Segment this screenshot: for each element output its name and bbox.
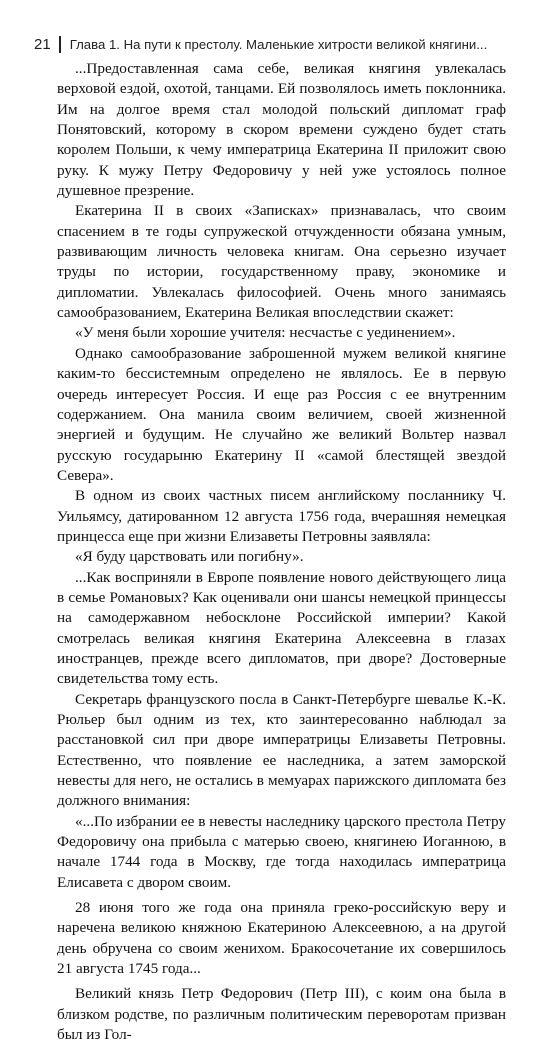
quote-paragraph: «Я буду царствовать или погибну». [75, 548, 304, 566]
header-divider [59, 36, 61, 53]
paragraph: Екатерина II в своих «Записках» признавалась, что своим спасением в те годы супружеской отчужденности обязана умным, развивающим личность человека книгам. Она серьезно изучает труды по истории, государственному праву, экономике и дипломатии. Увлекалась философией. Очень много занимаясь самообразованием, Екатерина Великая впоследствии скажет: [57, 202, 506, 322]
body-text [57, 59, 506, 1046]
page-number: 21 [34, 36, 51, 53]
paragraph: В одном из своих частных писем английскому посланнику Ч. Уильямсу, датированном 12 августа 1756 года, вчерашняя немецкая принцесса еще при жизни Елизаветы Петровны заявляла: [57, 487, 506, 545]
paragraph: Секретарь французского посла в Санкт-Петербурге шевалье К.-К. Рюльер был одним из тех, кто заинтересованно наблюдал за расстановкой сил при дворе императрицы Елизаветы Петровны. Естественно, что появление ее наследника, а затем заморской невесты для него, не остались в мемуарах парижского дипломата без должного внимания: [57, 690, 506, 810]
paragraph: ...Предоставленная сама себе, великая княгиня увлекалась верховой ездой, охотой, танцами. Ей позволялось иметь поклонника. Им на долгое время стал молодой польский дипломат граф Понятовский, которому в скором времени суждено будет стать королем Польши, к чему императрица Екатерина II приложит свою руку. К мужу Петру Федоровичу у ней уже устоялось полное душевное презрение. [57, 60, 506, 200]
running-head [34, 36, 514, 53]
paragraph: Однако самообразование заброшенной мужем великой княгине каким-то бессистемным определено не являлось. Ее в первую очередь интересует Россия. И еще раз Россия с ее внутренним содержанием. Она манила своим величием, своей жизненной энергией и будущим. Не случайно же великий Вольтер назвал русскую государыню Екатерину II «самой блестящей звездой Севера». [57, 344, 506, 484]
paragraph: ...Как восприняли в Европе появление нового действующего лица в семье Романовых? Как оценивали они шансы немецкой принцессы на самодержавном небосклоне Российской империи? Какой смотрелась великая княгиня Екатерина Алексеевна в глазах иностранцев, прежде всего дипломатов, при дворе? Достоверные свидетельства тому есть. [57, 568, 506, 688]
quote-paragraph: «...По избрании ее в невесты наследнику царского престола Петру Федоровичу она прибыла с матерью своею, княгинею Иоганною, в начале 1744 года в Москву, где тогда находилась императрица Елисавета с двором своим. [57, 812, 506, 891]
quote-paragraph: 28 июня того же года она приняла греко-российскую веру и наречена великою княжною Екатериною Алексеевною, а на другой день обручена со своим женихом. Бракосочетание их совершилось 21 августа 1745 года... [57, 899, 506, 978]
chapter-title: Глава 1. На пути к престолу. Маленькие хитрости великой княгини... [69, 37, 488, 52]
quote-paragraph: «У меня были хорошие учителя: несчастье с уединением». [75, 324, 456, 342]
paragraph: Великий князь Петр Федорович (Петр III), с коим она была в близком родстве, по различным политическим переворотам призван был из Гол- [57, 985, 506, 1044]
